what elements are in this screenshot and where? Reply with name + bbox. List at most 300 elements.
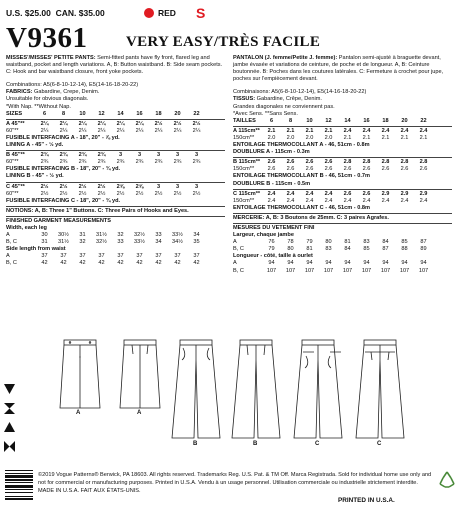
size-cell: 8	[288, 117, 293, 124]
yardage-b-row-cell: 2¾	[154, 159, 163, 166]
red-color-dot	[144, 8, 154, 18]
side-length-row-cell: 42	[41, 260, 48, 267]
yardage-b-row-cell: 3	[156, 152, 161, 159]
yardage-b-row-cell: 3	[137, 152, 142, 159]
yardage-a-row-cell: 2¼	[154, 127, 163, 134]
width-row-cell: 80	[325, 239, 332, 246]
yardage-c-row-cell: 2⅝	[135, 183, 144, 190]
nap-line: *Avec Sens. **Sans Sens.	[233, 110, 298, 117]
yardage-a-row-cell: 2.0	[267, 134, 276, 141]
yardage-b-row-cell: 2.6	[362, 166, 371, 173]
width-row-cell: 33½	[134, 239, 145, 246]
side-length-row-cell: 37	[193, 253, 200, 260]
yardage-c-row-cell: 2.4	[381, 197, 390, 204]
yardage-a-row-cell: 2¼	[78, 120, 87, 127]
yardage-b-row-cell: 3	[194, 152, 199, 159]
view-label-b1: B	[193, 441, 198, 447]
divider	[6, 182, 225, 183]
yardage-c-row-cell: 2.6	[343, 190, 352, 197]
yardage-c-row-cell: 2.9	[400, 190, 409, 197]
size-cell: 14	[344, 117, 351, 124]
yardage-b-row-cell: 3	[118, 152, 123, 159]
side-length-row-cell: 94	[382, 260, 389, 267]
yardage-c-row-cell: 3	[194, 183, 199, 190]
yardage-a-row-cell: 2.1	[305, 127, 314, 134]
size-cell: 16	[363, 117, 370, 124]
combinations-line: Combinations: A5(6-8-10-12-14), E5(14-16-18-20-22)	[6, 82, 139, 89]
side-length-row-cell: 107	[266, 267, 277, 274]
yardage-a-row-cell: 2¼	[59, 127, 68, 134]
yardage-a-row-cell: 2.1	[381, 134, 390, 141]
yardage-c-row	[6, 184, 225, 191]
yardage-b-row-cell: 2¾	[192, 159, 201, 166]
side-length-row-cell: 107	[418, 267, 429, 274]
yardage-a-row-cell: 2¼	[40, 120, 49, 127]
side-length-row-cell: 107	[285, 267, 296, 274]
side-length-row-cell: 42	[193, 260, 200, 267]
interfacing-b-line: FUSIBLE INTERFACING B - 18", 20" - ¾ yd.	[6, 166, 121, 173]
yardage-a-row-cell: 2¼	[97, 120, 106, 127]
yardage-a-row-cell: 2.0	[286, 134, 295, 141]
divider	[6, 216, 225, 217]
side-length-row	[6, 260, 225, 267]
yardage-a-row-cell: 2.4	[400, 127, 409, 134]
yardage-c-row-cell: 2½	[97, 190, 106, 197]
side-length-row-cell: 42	[136, 260, 143, 267]
view-label-c1: C	[315, 441, 320, 447]
side-length-row-cell: 42	[98, 260, 105, 267]
yardage-b-row-cell: 2.8	[343, 159, 352, 166]
side-length-row-cell: 94	[268, 260, 275, 267]
hourglass-icon	[4, 403, 15, 414]
side-length-row-label: B, C	[233, 267, 244, 274]
width-row-cell: 83	[325, 246, 332, 253]
side-length-row-cell: 42	[117, 260, 124, 267]
view-label-b2: B	[253, 441, 258, 447]
width-row-cell: 31½	[58, 239, 69, 246]
yardage-b-row	[6, 152, 225, 159]
yardage-b-row-cell: 2¾	[59, 152, 68, 159]
width-row	[233, 239, 452, 246]
combinations-line: Combinaisons: A5(6-8-10-12-14), E5(14-16-18-20-22)	[233, 89, 367, 96]
lining-a-line: LINING A - 45" - ½ yd.	[6, 142, 64, 149]
description-body: Semi-fitted pants have fly front, flared leg and waistband, pocket and length variations. A, B: Button waistband. B: Side seam pockets. C: Hook and bar waistband closure, front yoke pockets.	[6, 55, 223, 76]
side-length-row-cell: 94	[401, 260, 408, 267]
lining-b-line: LINING B - 45" - ½ yd.	[6, 173, 64, 180]
yardage-b-row-cell: 2.8	[400, 159, 409, 166]
width-row-cell: 83	[363, 239, 370, 246]
yardage-c-row-cell: 2.4	[324, 197, 333, 204]
yardage-b-row-cell: 2.6	[381, 166, 390, 173]
view-label-c2: C	[377, 441, 382, 447]
size-cell: 10	[79, 110, 86, 117]
yardage-b-row-cell: 2.6	[305, 166, 314, 173]
yardage-b-row-cell: 2¾	[97, 152, 106, 159]
yardage-a-row-cell: 2.4	[343, 127, 352, 134]
width-row-cell: 79	[306, 239, 313, 246]
yardage-a-row-cell: 2.1	[400, 134, 409, 141]
yardage-a-row-cell: 2¼	[135, 120, 144, 127]
side-length-row-cell: 37	[79, 253, 86, 260]
yardage-c-row-cell: 2½	[135, 190, 144, 197]
yardage-a-row-label: A 115cm**	[233, 127, 260, 134]
description-paragraph	[233, 55, 452, 83]
fabric-symbols	[4, 382, 15, 457]
width-row-cell: 31	[79, 232, 86, 239]
side-length-row-cell: 94	[363, 260, 370, 267]
side-length-row-cell: 94	[344, 260, 351, 267]
side-length-row	[233, 260, 452, 267]
divider	[6, 119, 225, 120]
side-length-row-cell: 107	[304, 267, 315, 274]
yardage-a-row	[6, 121, 225, 128]
difficulty-label: VERY EASY/TRÈS FACILE	[126, 34, 321, 50]
width-row-label: B, C	[6, 239, 17, 246]
yardage-a-row-cell: 2.4	[419, 127, 428, 134]
yardage-a-row-label: A 45"**	[6, 120, 25, 127]
width-label: Largeur, chaque jambe	[233, 232, 294, 239]
width-row-cell: 81	[344, 239, 351, 246]
sizes-label: TAILLES	[233, 117, 256, 124]
yardage-b-row-cell: 2.6	[305, 159, 314, 166]
yardage-a-row-cell: 2.1	[267, 127, 276, 134]
yardage-b-row-cell: 2.6	[267, 159, 276, 166]
yardage-a-row-cell: 2¼	[192, 127, 201, 134]
yardage-b-row-label: B 115cm**	[233, 159, 261, 166]
fabrics-title: TISSUS:	[233, 96, 256, 103]
divider	[233, 213, 452, 214]
yardage-a-row-cell: 2.4	[381, 127, 390, 134]
notions-line: NOTIONS: A, B: Three 1" Buttons. C: Three Pairs of Hooks and Eyes.	[6, 207, 189, 214]
size-cell: 22	[420, 117, 427, 124]
yardage-c-row-cell: 2.4	[267, 190, 276, 197]
yardage-b-row-cell: 2¾	[59, 159, 68, 166]
yardage-c-row-cell: 2.4	[286, 190, 295, 197]
interfacing-c-line: FUSIBLE INTERFACING C - 18", 20" - ¾ yd.	[6, 197, 121, 204]
divider	[6, 206, 225, 207]
red-label: RED	[158, 8, 176, 18]
yardage-b-row	[233, 166, 452, 173]
yardage-b-row-cell: 2.6	[419, 166, 428, 173]
yardage-b-row-cell: 2¾	[97, 159, 106, 166]
width-row-cell: 34	[155, 239, 162, 246]
yardage-a-row-cell: 2.0	[305, 134, 314, 141]
yardage-a-row-cell: 2.1	[324, 127, 333, 134]
yardage-b-row-cell: 3	[175, 152, 180, 159]
side-length-row-cell: 107	[361, 267, 372, 274]
view-labels	[40, 338, 430, 450]
width-row-cell: 32½	[96, 239, 107, 246]
yardage-c-row-cell: 2½	[192, 190, 201, 197]
width-row-cell: 85	[363, 246, 370, 253]
side-length-row-cell: 37	[60, 253, 67, 260]
size-cell: 10	[306, 117, 313, 124]
yardage-b-row-cell: 2.6	[267, 166, 276, 173]
yardage-c-row-cell: 2½	[78, 183, 87, 190]
width-row-cell: 31½	[96, 232, 107, 239]
width-row-cell: 32	[117, 232, 124, 239]
side-length-row-cell: 37	[98, 253, 105, 260]
yardage-b-row-cell: 2¾	[78, 159, 87, 166]
unsuitable-line: Unsuitable for obvious diagonals.	[6, 96, 89, 103]
yardage-c-row-cell: 2.4	[400, 197, 409, 204]
triangle-down-icon	[4, 384, 15, 395]
yardage-a-row-cell: 2¼	[59, 120, 68, 127]
view-label-a2: A	[137, 410, 142, 416]
description-title: MISSES'/MISSES' PETITE PANTS:	[6, 55, 96, 61]
interfacing-a-line: FUSIBLE INTERFACING A - 18", 20" - ⅞ yd.	[6, 134, 120, 141]
size-cell: 16	[136, 110, 143, 117]
yardage-c-row-cell: 2½	[154, 190, 163, 197]
yardage-b-row	[6, 159, 225, 166]
yardage-a-row	[6, 128, 225, 135]
yardage-c-row-label: C 45"**	[6, 183, 25, 190]
divider	[233, 189, 452, 190]
side-length-row-cell: 94	[325, 260, 332, 267]
yardage-a-row-cell: 2¼	[97, 127, 106, 134]
yardage-a-row-cell: 2¼	[173, 127, 182, 134]
width-row-cell: 79	[268, 246, 275, 253]
finished-title: MESURES DU VÊTEMENT FINI	[233, 224, 315, 231]
description-paragraph	[6, 55, 225, 76]
yardage-c-row-label: 60"**	[6, 190, 19, 197]
yardage-a-row	[233, 135, 452, 142]
fabrics-line	[6, 89, 225, 96]
side-length-row-cell: 37	[174, 253, 181, 260]
yardage-c-row-cell: 2.4	[419, 197, 428, 204]
width-row-cell: 88	[401, 246, 408, 253]
yardage-a-row-cell: 2.0	[324, 134, 333, 141]
yardage-b-row-cell: 2.8	[381, 159, 390, 166]
size-cell: 12	[325, 117, 332, 124]
width-row-cell: 33	[117, 239, 124, 246]
yardage-c-row-cell: 2½	[78, 190, 87, 197]
yardage-c-row-cell: 2.4	[286, 197, 295, 204]
width-row-cell: 89	[420, 246, 427, 253]
size-cell: 20	[174, 110, 181, 117]
description-title: PANTALON (J. femme/Petite J. femme):	[233, 55, 338, 61]
width-row-cell: 81	[306, 246, 313, 253]
width-row-cell: 33½	[172, 232, 183, 239]
side-length-row-cell: 94	[306, 260, 313, 267]
yardage-c-row-label: C 115cm**	[233, 190, 261, 197]
nap-line: *With Nap. **Without Nap.	[6, 103, 71, 110]
side-length-row-cell: 37	[41, 253, 48, 260]
side-length-label: Side length from waist	[6, 246, 66, 253]
width-row-cell: 84	[382, 239, 389, 246]
yardage-c-row-cell: 2½	[40, 190, 49, 197]
finished-title: FINISHED GARMENT MEASUREMENTS	[6, 217, 112, 224]
yardage-c-row-cell: 2½	[59, 190, 68, 197]
size-range-letter: S	[196, 5, 206, 21]
side-length-row	[233, 268, 452, 275]
width-row-cell: 35	[193, 239, 200, 246]
width-row-cell: 34	[193, 232, 200, 239]
width-row-cell: 32½	[134, 232, 145, 239]
notions-line: MERCERIE: A, B: 3 Boutons de 25mm. C: 3 paires Agrafes.	[233, 214, 389, 221]
yardage-a-row-cell: 2.1	[362, 134, 371, 141]
width-row-cell: 78	[287, 239, 294, 246]
yardage-b-row-label: 60"**	[6, 159, 19, 166]
yardage-c-row-cell: 2½	[59, 183, 68, 190]
yardage-a-row-cell: 2½	[192, 120, 201, 127]
size-cell: 22	[193, 110, 200, 117]
side-length-row-cell: 42	[79, 260, 86, 267]
width-row-label: B, C	[233, 246, 244, 253]
width-row-cell: 30	[41, 232, 48, 239]
yardage-c-row	[233, 191, 452, 198]
size-cell: 12	[98, 110, 105, 117]
yardage-c-row-cell: 2.4	[324, 190, 333, 197]
width-row-cell: 87	[420, 239, 427, 246]
sizes-row	[233, 118, 452, 125]
yardage-c-row-cell: 2.4	[343, 197, 352, 204]
width-row-cell: 34½	[172, 239, 183, 246]
triangle-up-icon	[4, 422, 15, 433]
side-length-row-cell: 42	[60, 260, 67, 267]
fabrics-title: FABRICS:	[6, 89, 33, 96]
side-length-row	[6, 253, 225, 260]
width-row	[233, 246, 452, 253]
copyright-text: ©2019 Vogue Patterns® Berwick, PA 18603. All rights reserved. Trademarks Reg. U.S. Pat. & TM Off. Marca Registrada. Sold for individual home use only and not for commercial or manufacturing purposes. Printed in U.S.A. Vendu à un usage personnel. Utilisation commerciale ou industrielle strictement interdite. MADE IN U.S.A. FAIT AUX ÉTATS-UNIS.	[38, 472, 432, 494]
yardage-c-row-cell: 2½	[116, 190, 125, 197]
divider	[233, 157, 452, 158]
yardage-a-row-cell: 2¼	[135, 127, 144, 134]
fabrics-list: Gabardine, Crepe, Denim.	[33, 89, 100, 96]
sizes-label: SIZES	[6, 110, 23, 117]
yardage-a-row-cell: 2¼	[78, 127, 87, 134]
yardage-c-row-cell: 3	[156, 183, 161, 190]
french-column	[233, 55, 452, 275]
view-label-a1: A	[76, 410, 81, 416]
yardage-c-row-cell: 3	[175, 183, 180, 190]
barcode-icon	[4, 468, 34, 520]
lining-a-line: DOUBLURE A - 115cm - 0.3m	[233, 149, 310, 156]
divider	[233, 126, 452, 127]
side-length-row-cell: 37	[155, 253, 162, 260]
side-length-row-label: A	[233, 260, 237, 267]
interfacing-a-line: ENTOILAGE THERMOCOLLANT A - 46, 51cm - 0.8m	[233, 142, 370, 149]
yardage-b-row-cell: 2.8	[362, 159, 371, 166]
unsuitable-line: Grandes diagonales ne conviennent pas.	[233, 103, 335, 110]
side-length-row-cell: 94	[420, 260, 427, 267]
size-cell: 20	[401, 117, 408, 124]
size-cell: 6	[269, 117, 274, 124]
yardage-a-row-cell: 2¼	[40, 127, 49, 134]
divider	[6, 150, 225, 151]
side-length-row-cell: 107	[380, 267, 391, 274]
yardage-a-row-cell: 2¼	[116, 120, 125, 127]
size-cell: 18	[155, 110, 162, 117]
description-body: Pantalon semi-ajusté à braguette devant, jambe évasée et variations de ceinture, de poche et de longueur. A, B: Ceinture boutonnée. B: Poches dans les coutures latérales. C: Fermeture à crochet pour jupe, poches sur l'empiècement devant.	[233, 55, 444, 83]
width-row-label: A	[6, 232, 10, 239]
fabrics-list: Gabardine, Crêpe, Denim.	[256, 96, 322, 103]
width-row-cell: 33	[155, 232, 162, 239]
yardage-c-row-cell: 2.4	[305, 190, 314, 197]
yardage-a-row-cell: 2½	[154, 120, 163, 127]
yardage-b-row-cell: 2¾	[40, 152, 49, 159]
side-length-row-cell: 42	[174, 260, 181, 267]
yardage-b-row-label: 150cm**	[233, 166, 255, 173]
width-label: Width, each leg	[6, 224, 47, 231]
side-length-row-label: B, C	[6, 260, 17, 267]
fabrics-line	[233, 96, 452, 103]
width-row	[6, 239, 225, 246]
yardage-a-row-cell: 2¼	[116, 127, 125, 134]
width-row-cell: 85	[401, 239, 408, 246]
side-length-row-cell: 37	[136, 253, 143, 260]
size-cell: 6	[42, 110, 47, 117]
yardage-b-row	[233, 159, 452, 166]
yardage-b-row-cell: 2¾	[116, 159, 125, 166]
yardage-b-row-cell: 2.6	[343, 166, 352, 173]
yardage-a-row-cell: 2½	[173, 120, 182, 127]
sizes-row	[6, 111, 225, 118]
width-row-cell: 31	[41, 239, 48, 246]
yardage-a-row-label: 60"**	[6, 127, 19, 134]
yardage-c-row-cell: 2½	[40, 183, 49, 190]
recycle-icon	[437, 470, 457, 490]
width-row-cell: 30½	[58, 232, 69, 239]
yardage-b-row-cell: 2.8	[419, 159, 428, 166]
printed-in-tag: PRINTED IN U.S.A.	[338, 497, 395, 505]
yardage-c-row-cell: 2.9	[381, 190, 390, 197]
width-row-cell: 84	[344, 246, 351, 253]
yardage-b-row-cell: 2.6	[286, 159, 295, 166]
yardage-b-row-cell: 2.6	[286, 166, 295, 173]
yardage-c-row-label: 150cm**	[233, 197, 255, 204]
yardage-c-row	[6, 191, 225, 198]
width-row-cell: 80	[287, 246, 294, 253]
yardage-b-row-cell: 2.6	[400, 166, 409, 173]
yardage-b-row-label: B 45"**	[6, 152, 25, 159]
yardage-c-row	[233, 198, 452, 205]
width-row-cell: 87	[382, 246, 389, 253]
yardage-a-row-cell: 2.4	[362, 127, 371, 134]
english-column	[6, 55, 225, 268]
yardage-b-row-cell: 2.6	[324, 159, 333, 166]
yardage-b-row-cell: 2¾	[40, 159, 49, 166]
yardage-a-row	[233, 128, 452, 135]
divider	[233, 223, 452, 224]
yardage-c-row-cell: 2½	[173, 190, 182, 197]
yardage-c-row-cell: 2⅝	[116, 183, 125, 190]
interfacing-c-line: ENTOILAGE THERMOCOLLANT C - 46, 51cm - 0.8m	[233, 204, 370, 211]
side-length-row-cell: 107	[399, 267, 410, 274]
price-line: U.S. $25.00 CAN. $35.00	[6, 8, 105, 18]
yardage-a-row-cell: 2.1	[286, 127, 295, 134]
side-length-row-cell: 37	[117, 253, 124, 260]
side-length-row-cell: 107	[342, 267, 353, 274]
size-cell: 8	[61, 110, 66, 117]
yardage-b-row-cell: 2¾	[173, 159, 182, 166]
yardage-c-row-cell: 2.4	[362, 197, 371, 204]
yardage-c-row-cell: 2.9	[419, 190, 428, 197]
side-length-row-cell: 94	[287, 260, 294, 267]
width-row	[6, 232, 225, 239]
side-length-row-cell: 42	[155, 260, 162, 267]
size-cell: 18	[382, 117, 389, 124]
yardage-a-row-cell: 2.1	[343, 134, 352, 141]
yardage-b-row-cell: 2.6	[324, 166, 333, 173]
yardage-c-row-cell: 2.6	[362, 190, 371, 197]
yardage-a-row-label: 150cm**	[233, 134, 255, 141]
side-length-label: Longueur - côté, taille à ourlet	[233, 253, 313, 260]
interfacing-b-line: ENTOILAGE THERMOCOLLANT B - 46, 51cm - 0.7m	[233, 173, 370, 180]
yardage-c-row-cell: 2.4	[267, 197, 276, 204]
width-row-cell: 76	[268, 239, 275, 246]
footer-copyright	[38, 472, 433, 505]
